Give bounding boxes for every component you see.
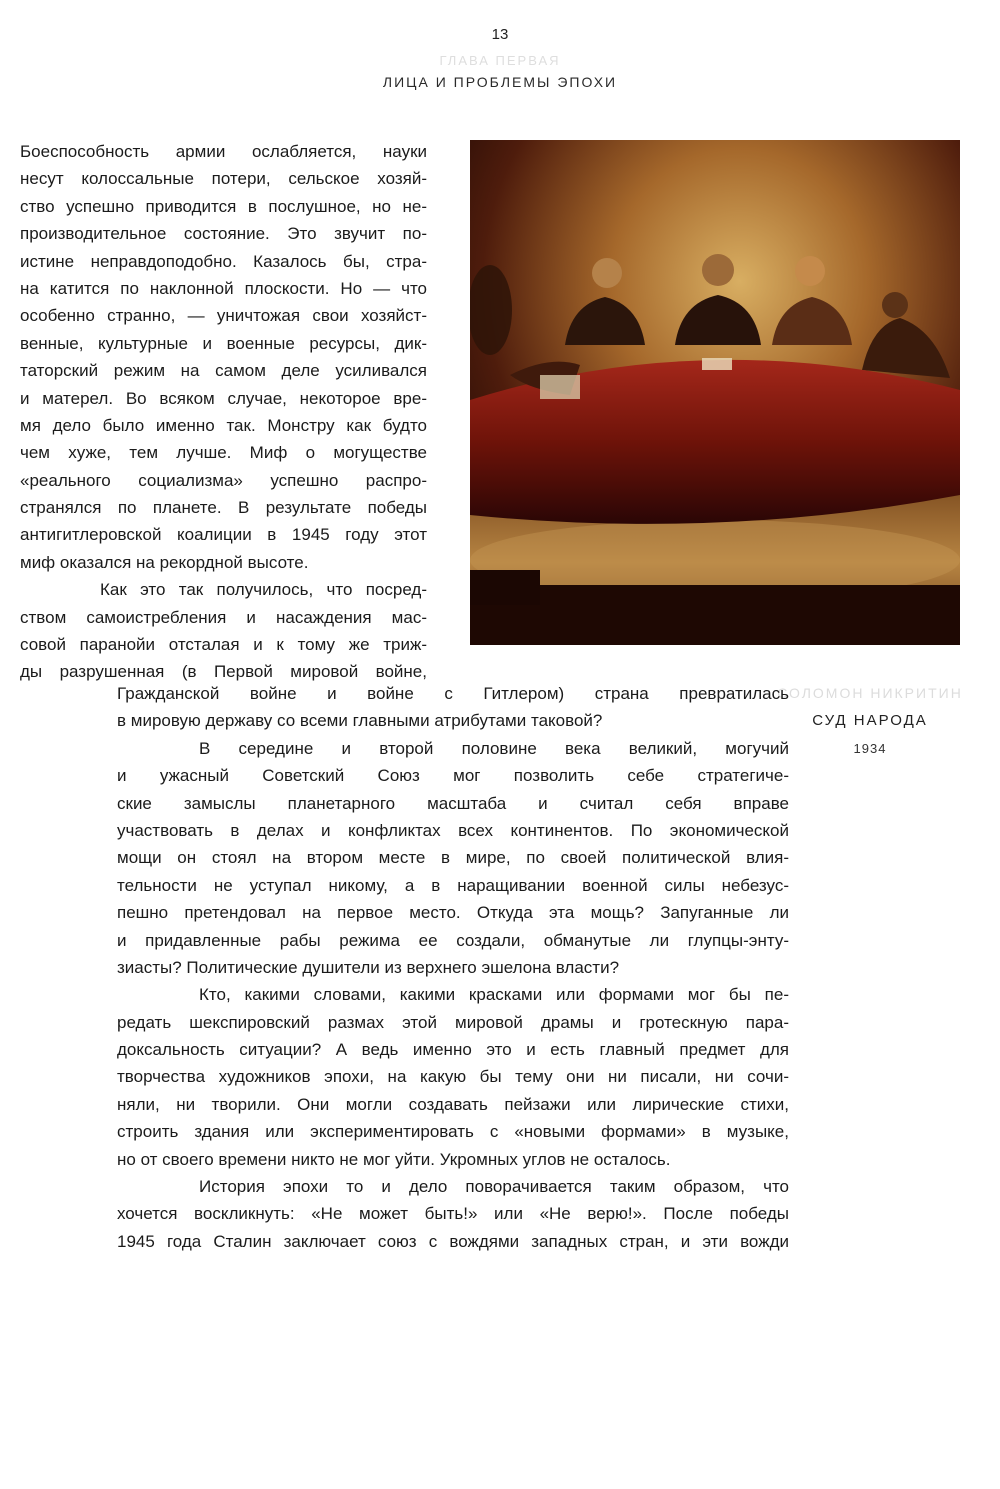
text-line: таторский режим на самом деле усиливался — [20, 361, 427, 381]
text-line: ство успешно приводится в послушное, но не- — [20, 196, 427, 216]
text-line: но от своего времени никто не мог уйти. Укромных углов не осталось. — [117, 1149, 671, 1169]
caption-year: 1934 — [853, 741, 887, 756]
text-line: мощи он стоял на втором месте в мире, по своей политической влия- — [117, 848, 789, 868]
text-line: Как это так получилось, что посред- — [100, 580, 427, 600]
text-line: хочется воскликнуть: «Не может быть!» или «Не верю!». После победы — [117, 1204, 789, 1224]
text-line: и матерел. Во всяком случае, некоторое вре- — [20, 388, 427, 408]
text-line: в мировую державу со всеми главными атрибутами таковой? — [117, 711, 603, 731]
chapter-label: ГЛАВА ПЕРВАЯ — [439, 53, 561, 68]
text-line: антигитлеровской коалиции в 1945 году этот — [20, 525, 427, 545]
chapter-title: ЛИЦА И ПРОБЛЕМЫ ЭПОХИ — [382, 74, 618, 90]
text-line: чем хуже, тем лучше. Миф о могуществе — [20, 443, 427, 463]
text-line: пешно претендовал на первое место. Откуда эта мощь? Запуганные ли — [117, 903, 789, 923]
text-line: доксальность ситуации? А ведь именно это и есть главный предмет для — [117, 1040, 789, 1060]
text-line: венные, культурные и военные ресурсы, дик- — [20, 333, 427, 353]
text-line: В середине и второй половине века великий, могучий — [199, 738, 789, 758]
text-line: участвовать в делах и конфликтах всех континентов. По экономической — [117, 820, 789, 840]
text-line: строить здания или экспериментировать с «новыми формами» в музыке, — [117, 1122, 789, 1142]
left-text-column — [20, 138, 427, 686]
text-line: совой паранойи отсталая и к тому же триж- — [20, 635, 427, 655]
text-line: и ужасный Советский Союз мог позволить себе стратегиче- — [117, 766, 789, 786]
text-line: История эпохи то и дело поворачивается таким образом, что — [199, 1177, 789, 1197]
main-text-column — [117, 680, 789, 1255]
text-line: редать шекспировский размах этой мировой драмы и гротескную пара- — [117, 1012, 789, 1032]
text-line: зиасты? Политические душители из верхнего эшелона власти? — [117, 957, 620, 977]
painting-image — [470, 140, 960, 645]
text-line: Боеспособность армии ослабляется, науки — [20, 142, 427, 161]
text-line: творчества художников эпохи, на какую бы тему они ни писали, ни сочи- — [117, 1067, 789, 1087]
text-line: и придавленные рабы режима ее создали, обманутые ли глупцы-энту- — [117, 930, 789, 950]
page-number: 13 — [491, 26, 509, 43]
caption-artist: СОЛОМОН НИКРИТИН — [777, 685, 963, 701]
text-line: Гражданской войне и войне с Гитлером) страна превратилась — [117, 684, 789, 703]
text-line: ды разрушенная (в Первой мировой войне, — [20, 662, 427, 682]
text-line: несут колоссальные потери, сельское хозяй- — [20, 169, 427, 189]
text-line: няли, ни творили. Они могли создавать пейзажи или лирические стихи, — [117, 1094, 789, 1114]
text-line: Кто, какими словами, какими красками или формами мог бы пе- — [199, 985, 789, 1005]
caption-title: СУД НАРОДА — [812, 712, 928, 729]
text-line: производительное состояние. Это звучит по- — [20, 224, 427, 244]
text-line: мя дело было именно так. Монстру как будто — [20, 415, 427, 435]
text-line: тельности не уступал никому, а в наращивании военной силы небезус- — [117, 875, 789, 895]
text-line: странялся по планете. В результате победы — [20, 498, 427, 518]
text-line: особенно странно, — уничтожая свои хозяйст- — [20, 306, 427, 326]
text-line: истине неправдоподобно. Казалось бы, стра- — [20, 251, 427, 271]
text-line: на катится по наклонной плоскости. Но — что — [20, 278, 427, 298]
text-line: ством самоистребления и насаждения мас- — [20, 607, 427, 627]
text-line: 1945 года Сталин заключает союз с вождями западных стран, и эти вожди — [117, 1231, 789, 1251]
text-line: «реального социализма» успешно распро- — [20, 470, 427, 490]
text-line: ские замыслы планетарного масштаба и считал себя вправе — [117, 793, 789, 813]
text-line: миф оказался на рекордной высоте. — [20, 552, 309, 572]
